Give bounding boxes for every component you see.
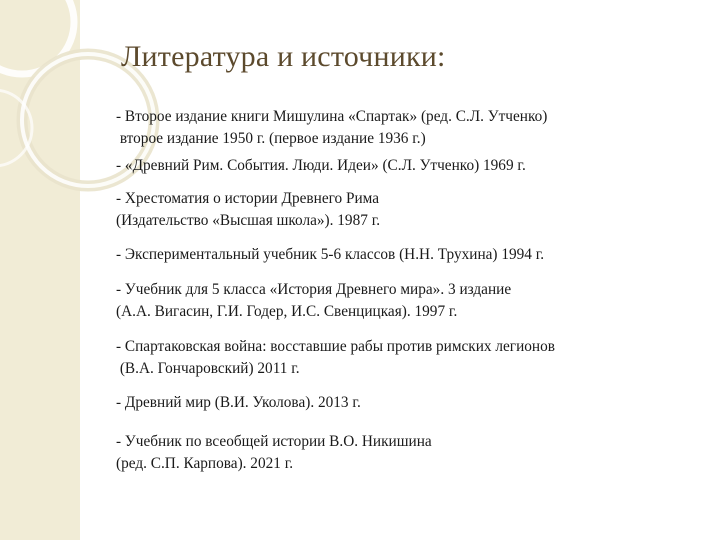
reference-item-1 bbox=[116, 106, 547, 150]
reference-line: - Древний мир (В.И. Уколова). 2013 г. bbox=[116, 394, 361, 411]
reference-line: - Экспериментальный учебник 5-6 классов (Н.Н. Трухина) 1994 г. bbox=[116, 246, 545, 263]
reference-line: - «Древний Рим. События. Люди. Идеи» (С.Л. Утченко) 1969 г. bbox=[116, 157, 526, 174]
reference-item-7 bbox=[116, 392, 361, 414]
reference-line: - Второе издание книги Мишулина «Спартак» (ред. С.Л. Утченко) bbox=[116, 108, 548, 125]
reference-item-5 bbox=[116, 279, 511, 323]
reference-line: (Издательство «Высшая школа»). 1987 г. bbox=[116, 212, 381, 229]
reference-line: (В.А. Гончаровский) 2011 г. bbox=[116, 360, 300, 377]
reference-line: - Хрестоматия о истории Древнего Рима bbox=[116, 190, 380, 207]
slide-title: Литература и источники: bbox=[121, 40, 446, 73]
reference-item-2 bbox=[116, 155, 526, 177]
reference-line: (ред. С.П. Карпова). 2021 г. bbox=[116, 455, 294, 472]
reference-line: - Учебник по всеобщей истории В.О. Никишина bbox=[116, 433, 432, 450]
reference-line: - Спартаковская война: восставшие рабы против римских легионов bbox=[116, 338, 555, 355]
reference-item-4 bbox=[116, 244, 544, 266]
reference-item-3 bbox=[116, 188, 380, 232]
reference-line: - Учебник для 5 класса «История Древнего мира». 3 издание bbox=[116, 281, 512, 298]
reference-line: второе издание 1950 г. (первое издание 1936 г.) bbox=[116, 130, 426, 147]
reference-item-8 bbox=[116, 431, 432, 475]
reference-line: (А.А. Вигасин, Г.И. Годер, И.С. Свенцицкая). 1997 г. bbox=[116, 303, 458, 320]
reference-item-6 bbox=[116, 336, 555, 380]
